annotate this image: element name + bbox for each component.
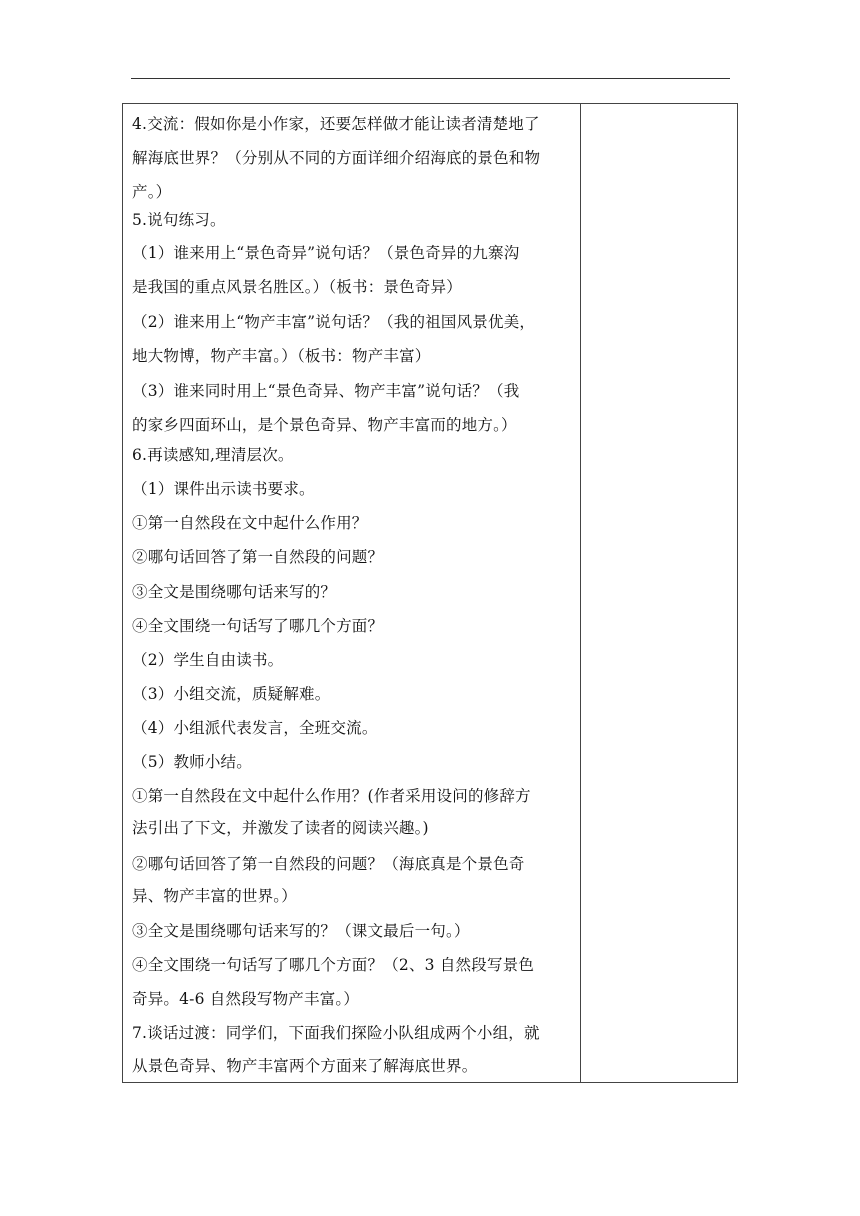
text-line: 异、物产丰富的世界。） xyxy=(132,887,297,905)
text-line: （3）谁来同时用上“景色奇异、物产丰富”说句话？（我 xyxy=(132,382,520,400)
notes-cell xyxy=(581,104,737,1082)
text-line: ④全文围绕一句话写了哪几个方面？ xyxy=(132,617,384,635)
text-line: ①第一自然段在文中起什么作用？(作者采用设问的修辞方 xyxy=(132,787,531,805)
text-line: （1）课件出示读书要求。 xyxy=(132,480,315,498)
text-line: ②哪句话回答了第一自然段的问题？（海底真是个景色奇 xyxy=(132,855,525,873)
text-line: 奇异。4-6 自然段写物产丰富。） xyxy=(132,990,360,1008)
text-line: ③全文是围绕哪句话来写的？（课文最后一句。） xyxy=(132,922,470,940)
text-line: （5）教师小结。 xyxy=(132,753,252,771)
text-line: （2）学生自由读书。 xyxy=(132,651,284,669)
text-line: 是我国的重点风景名胜区。）（板书：景色奇异） xyxy=(132,278,462,296)
text-line: 4.交流：假如你是小作家，还要怎样做才能让读者清楚地了 xyxy=(132,115,540,133)
text-line: （4）小组派代表发言，全班交流。 xyxy=(132,719,378,737)
text-line: 6.再读感知,理清层次。 xyxy=(132,446,294,464)
text-line: 5.说句练习。 xyxy=(132,211,226,229)
text-line: 地大物博，物产丰富。）（板书：物产丰富） xyxy=(132,347,431,365)
text-line: 7.谈话过渡：同学们，下面我们探险小队组成两个小组，就 xyxy=(132,1024,540,1042)
header-rule xyxy=(131,78,730,79)
text-line: （1）谁来用上“景色奇异”说句话？（景色奇异的九寨沟 xyxy=(132,244,520,262)
text-line: ③全文是围绕哪句话来写的？ xyxy=(132,583,337,601)
text-line: （2）谁来用上“物产丰富”说句话？（我的祖国风景优美， xyxy=(132,313,536,331)
text-line: 法引出了下文，并激发了读者的阅读兴趣。) xyxy=(132,819,429,837)
text-line: 从景色奇异、物产丰富两个方面来了解海底世界。 xyxy=(132,1057,478,1075)
text-line: ④全文围绕一句话写了哪几个方面？（2、3 自然段写景色 xyxy=(132,956,535,974)
text-line: ①第一自然段在文中起什么作用？ xyxy=(132,514,368,532)
text-line: （3）小组交流，质疑解难。 xyxy=(132,685,331,703)
lesson-table xyxy=(122,103,738,1083)
text-line: 的家乡四面环山，是个景色奇异、物产丰富而的地方。） xyxy=(132,416,517,434)
text-line: 产。） xyxy=(132,183,172,201)
text-line: ②哪句话回答了第一自然段的问题？ xyxy=(132,548,384,566)
text-line: 解海底世界？（分别从不同的方面详细介绍海底的景色和物 xyxy=(132,149,541,167)
